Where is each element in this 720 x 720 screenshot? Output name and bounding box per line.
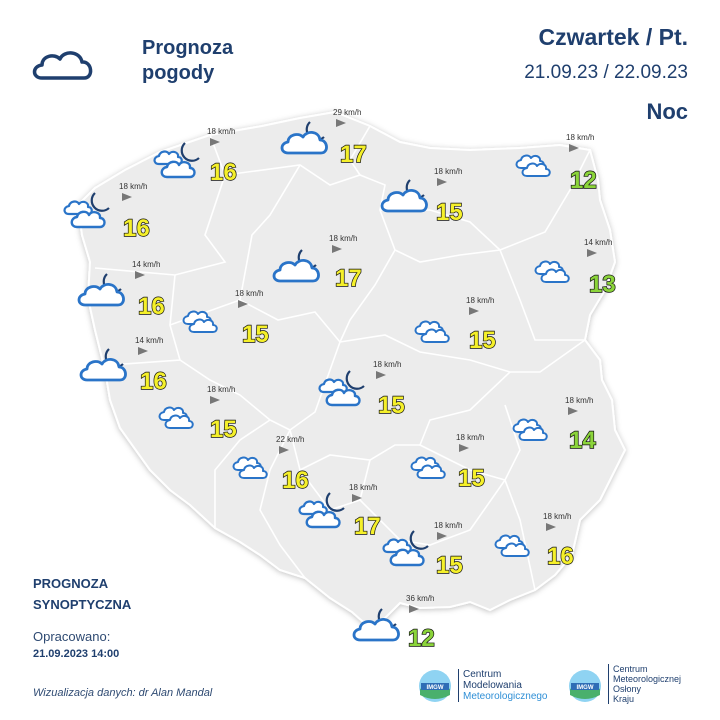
header-title — [142, 36, 233, 86]
cloud-moon-small-clouds-icon — [153, 140, 207, 185]
wind-speed — [584, 238, 612, 260]
cloud-moon-small-clouds-icon — [63, 190, 117, 235]
temperature-text: 16 — [140, 368, 167, 395]
cmok-logo — [568, 664, 708, 711]
wind-arrow-icon — [132, 269, 160, 282]
cmm-logo — [418, 667, 558, 707]
temperature-text: 17 — [335, 265, 362, 292]
temperature-text: 16 — [282, 467, 309, 494]
temperature-value — [333, 262, 371, 297]
wind-speed — [119, 182, 147, 204]
cloud-moon-small-clouds-icon — [382, 528, 436, 573]
wind-arrow-icon — [119, 191, 147, 204]
moon-small-clouds-icon — [515, 140, 565, 185]
temperature-value — [240, 318, 278, 353]
header-title-line2: pogody — [142, 62, 215, 84]
moon-small-clouds-icon — [158, 392, 208, 437]
cloud-moon-icon — [77, 270, 131, 315]
cloud-moon-icon — [30, 36, 120, 86]
visualization-credit: Wizualizacja danych: dr Alan Mandal — [33, 687, 213, 699]
temperature-text: 15 — [378, 392, 405, 419]
wind-speed-label: 18 km/h — [329, 234, 358, 243]
cmok-line2: Meteorologicznej — [613, 674, 682, 684]
wind-speed-label: 14 km/h — [135, 336, 164, 345]
cmm-line2: Modelowania — [463, 680, 522, 691]
wind-speed — [406, 594, 434, 616]
wind-speed — [329, 234, 357, 256]
forecast-time-of-day: Noc — [646, 99, 688, 124]
wind-speed-label: 18 km/h — [373, 360, 402, 369]
temperature-text: 15 — [436, 199, 463, 226]
temperature-value — [467, 324, 505, 359]
wind-arrow-icon — [349, 492, 377, 505]
cmm-line3: Meteorologicznego — [463, 691, 548, 702]
wind-speed — [132, 260, 160, 282]
wind-speed — [207, 127, 235, 149]
cmm-line1: Centrum — [463, 669, 502, 680]
temperature-value — [456, 462, 494, 497]
temperature-text: 15 — [210, 416, 237, 443]
temperature-value — [567, 424, 605, 459]
wind-arrow-icon — [329, 243, 357, 256]
cloud-moon-small-clouds-icon — [298, 490, 352, 535]
moon-small-clouds-icon — [494, 520, 544, 565]
temperature-value — [136, 290, 174, 325]
wind-speed — [235, 289, 263, 311]
wind-speed — [207, 385, 235, 407]
wind-speed — [276, 435, 304, 457]
wind-speed-label: 18 km/h — [566, 133, 595, 142]
wind-speed — [135, 336, 163, 358]
wind-speed — [434, 521, 462, 543]
temperature-text: 17 — [354, 513, 381, 540]
cloud-moon-small-clouds-icon — [318, 368, 372, 413]
wind-arrow-icon — [584, 247, 612, 260]
header-title-line1: Prognoza — [142, 37, 234, 59]
badge-text: IMGW — [576, 685, 594, 691]
cloud-moon-icon — [380, 176, 434, 221]
wind-arrow-icon — [235, 298, 263, 311]
wind-arrow-icon — [406, 603, 434, 616]
badge-text: IMGW — [426, 685, 444, 691]
wind-arrow-icon — [373, 369, 401, 382]
temperature-value — [121, 212, 159, 247]
wind-speed-label: 18 km/h — [456, 433, 485, 442]
temperature-text: 15 — [242, 321, 269, 348]
wind-speed — [349, 483, 377, 505]
cloud-moon-icon — [272, 246, 326, 291]
cmok-line4: Kraju — [613, 694, 635, 704]
forecast-date: 21.09.23 / 22.09.23 — [524, 62, 688, 83]
cmok-line1: Centrum — [613, 664, 648, 674]
cloud-moon-icon — [352, 605, 406, 650]
wind-speed-label: 22 km/h — [276, 435, 305, 444]
temperature-value — [568, 164, 606, 199]
wind-speed-label: 18 km/h — [434, 167, 463, 176]
header-weather-icon — [30, 36, 120, 86]
temperature-value — [434, 549, 472, 584]
temperature-value — [406, 622, 444, 657]
wind-speed — [466, 296, 494, 318]
wind-speed — [543, 512, 571, 534]
wind-speed — [565, 396, 593, 418]
temperature-value — [208, 156, 246, 191]
temperature-text: 12 — [408, 625, 435, 652]
temperature-text: 16 — [210, 159, 237, 186]
wind-speed-label: 18 km/h — [466, 296, 495, 305]
temperature-value — [376, 389, 414, 424]
wind-speed — [566, 133, 594, 155]
temperature-value — [545, 540, 583, 575]
wind-arrow-icon — [565, 405, 593, 418]
temperature-text: 16 — [138, 293, 165, 320]
wind-speed-label: 18 km/h — [543, 512, 572, 521]
wind-arrow-icon — [434, 530, 462, 543]
wind-arrow-icon — [543, 521, 571, 534]
wind-speed — [373, 360, 401, 382]
wind-speed-label: 36 km/h — [406, 594, 435, 603]
wind-arrow-icon — [207, 136, 235, 149]
wind-arrow-icon — [333, 117, 361, 130]
wind-speed-label: 14 km/h — [584, 238, 613, 247]
temperature-text: 15 — [436, 552, 463, 579]
footer-title — [33, 573, 173, 615]
temperature-value — [434, 196, 472, 231]
temperature-text: 16 — [547, 543, 574, 570]
temperature-value — [338, 138, 376, 173]
wind-speed-label: 18 km/h — [207, 127, 236, 136]
moon-small-clouds-icon — [182, 296, 232, 341]
footer-title-line1: PROGNOZA — [33, 576, 109, 591]
moon-small-clouds-icon — [512, 404, 562, 449]
moon-small-clouds-icon — [534, 246, 584, 291]
temperature-text: 15 — [458, 465, 485, 492]
temperature-text: 15 — [469, 327, 496, 354]
temperature-value — [587, 268, 625, 303]
moon-small-clouds-icon — [232, 442, 282, 487]
footer-title-line2: SYNOPTYCZNA — [33, 597, 132, 612]
forecast-day: Czwartek / Pt. — [538, 24, 688, 50]
wind-speed — [333, 108, 361, 130]
moon-small-clouds-icon — [410, 442, 460, 487]
wind-speed-label: 14 km/h — [132, 260, 161, 269]
wind-speed-label: 29 km/h — [333, 108, 362, 117]
wind-arrow-icon — [434, 176, 462, 189]
temperature-text: 14 — [569, 427, 596, 454]
wind-arrow-icon — [456, 442, 484, 455]
wind-speed-label: 18 km/h — [119, 182, 148, 191]
wind-arrow-icon — [207, 394, 235, 407]
cmok-line3: Osłony — [613, 684, 642, 694]
wind-arrow-icon — [466, 305, 494, 318]
wind-speed — [456, 433, 484, 455]
wind-speed-label: 18 km/h — [565, 396, 594, 405]
wind-speed-label: 18 km/h — [235, 289, 264, 298]
cloud-moon-icon — [280, 118, 334, 163]
cloud-moon-icon — [79, 345, 133, 390]
wind-arrow-icon — [135, 345, 163, 358]
wind-arrow-icon — [566, 142, 594, 155]
imgw-badge-icon — [418, 669, 452, 703]
wind-speed — [434, 167, 462, 189]
prepared-date: 21.09.2023 14:00 — [33, 648, 120, 660]
moon-small-clouds-icon — [414, 306, 464, 351]
wind-speed-label: 18 km/h — [207, 385, 236, 394]
imgw-badge-icon — [568, 669, 602, 703]
temperature-text: 12 — [570, 167, 597, 194]
prepared-label: Opracowano: — [33, 629, 111, 644]
wind-speed-label: 18 km/h — [349, 483, 378, 492]
temperature-text: 13 — [589, 271, 616, 298]
temperature-text: 17 — [340, 141, 367, 168]
wind-arrow-icon — [276, 444, 304, 457]
temperature-text: 16 — [123, 215, 150, 242]
wind-speed-label: 18 km/h — [434, 521, 463, 530]
